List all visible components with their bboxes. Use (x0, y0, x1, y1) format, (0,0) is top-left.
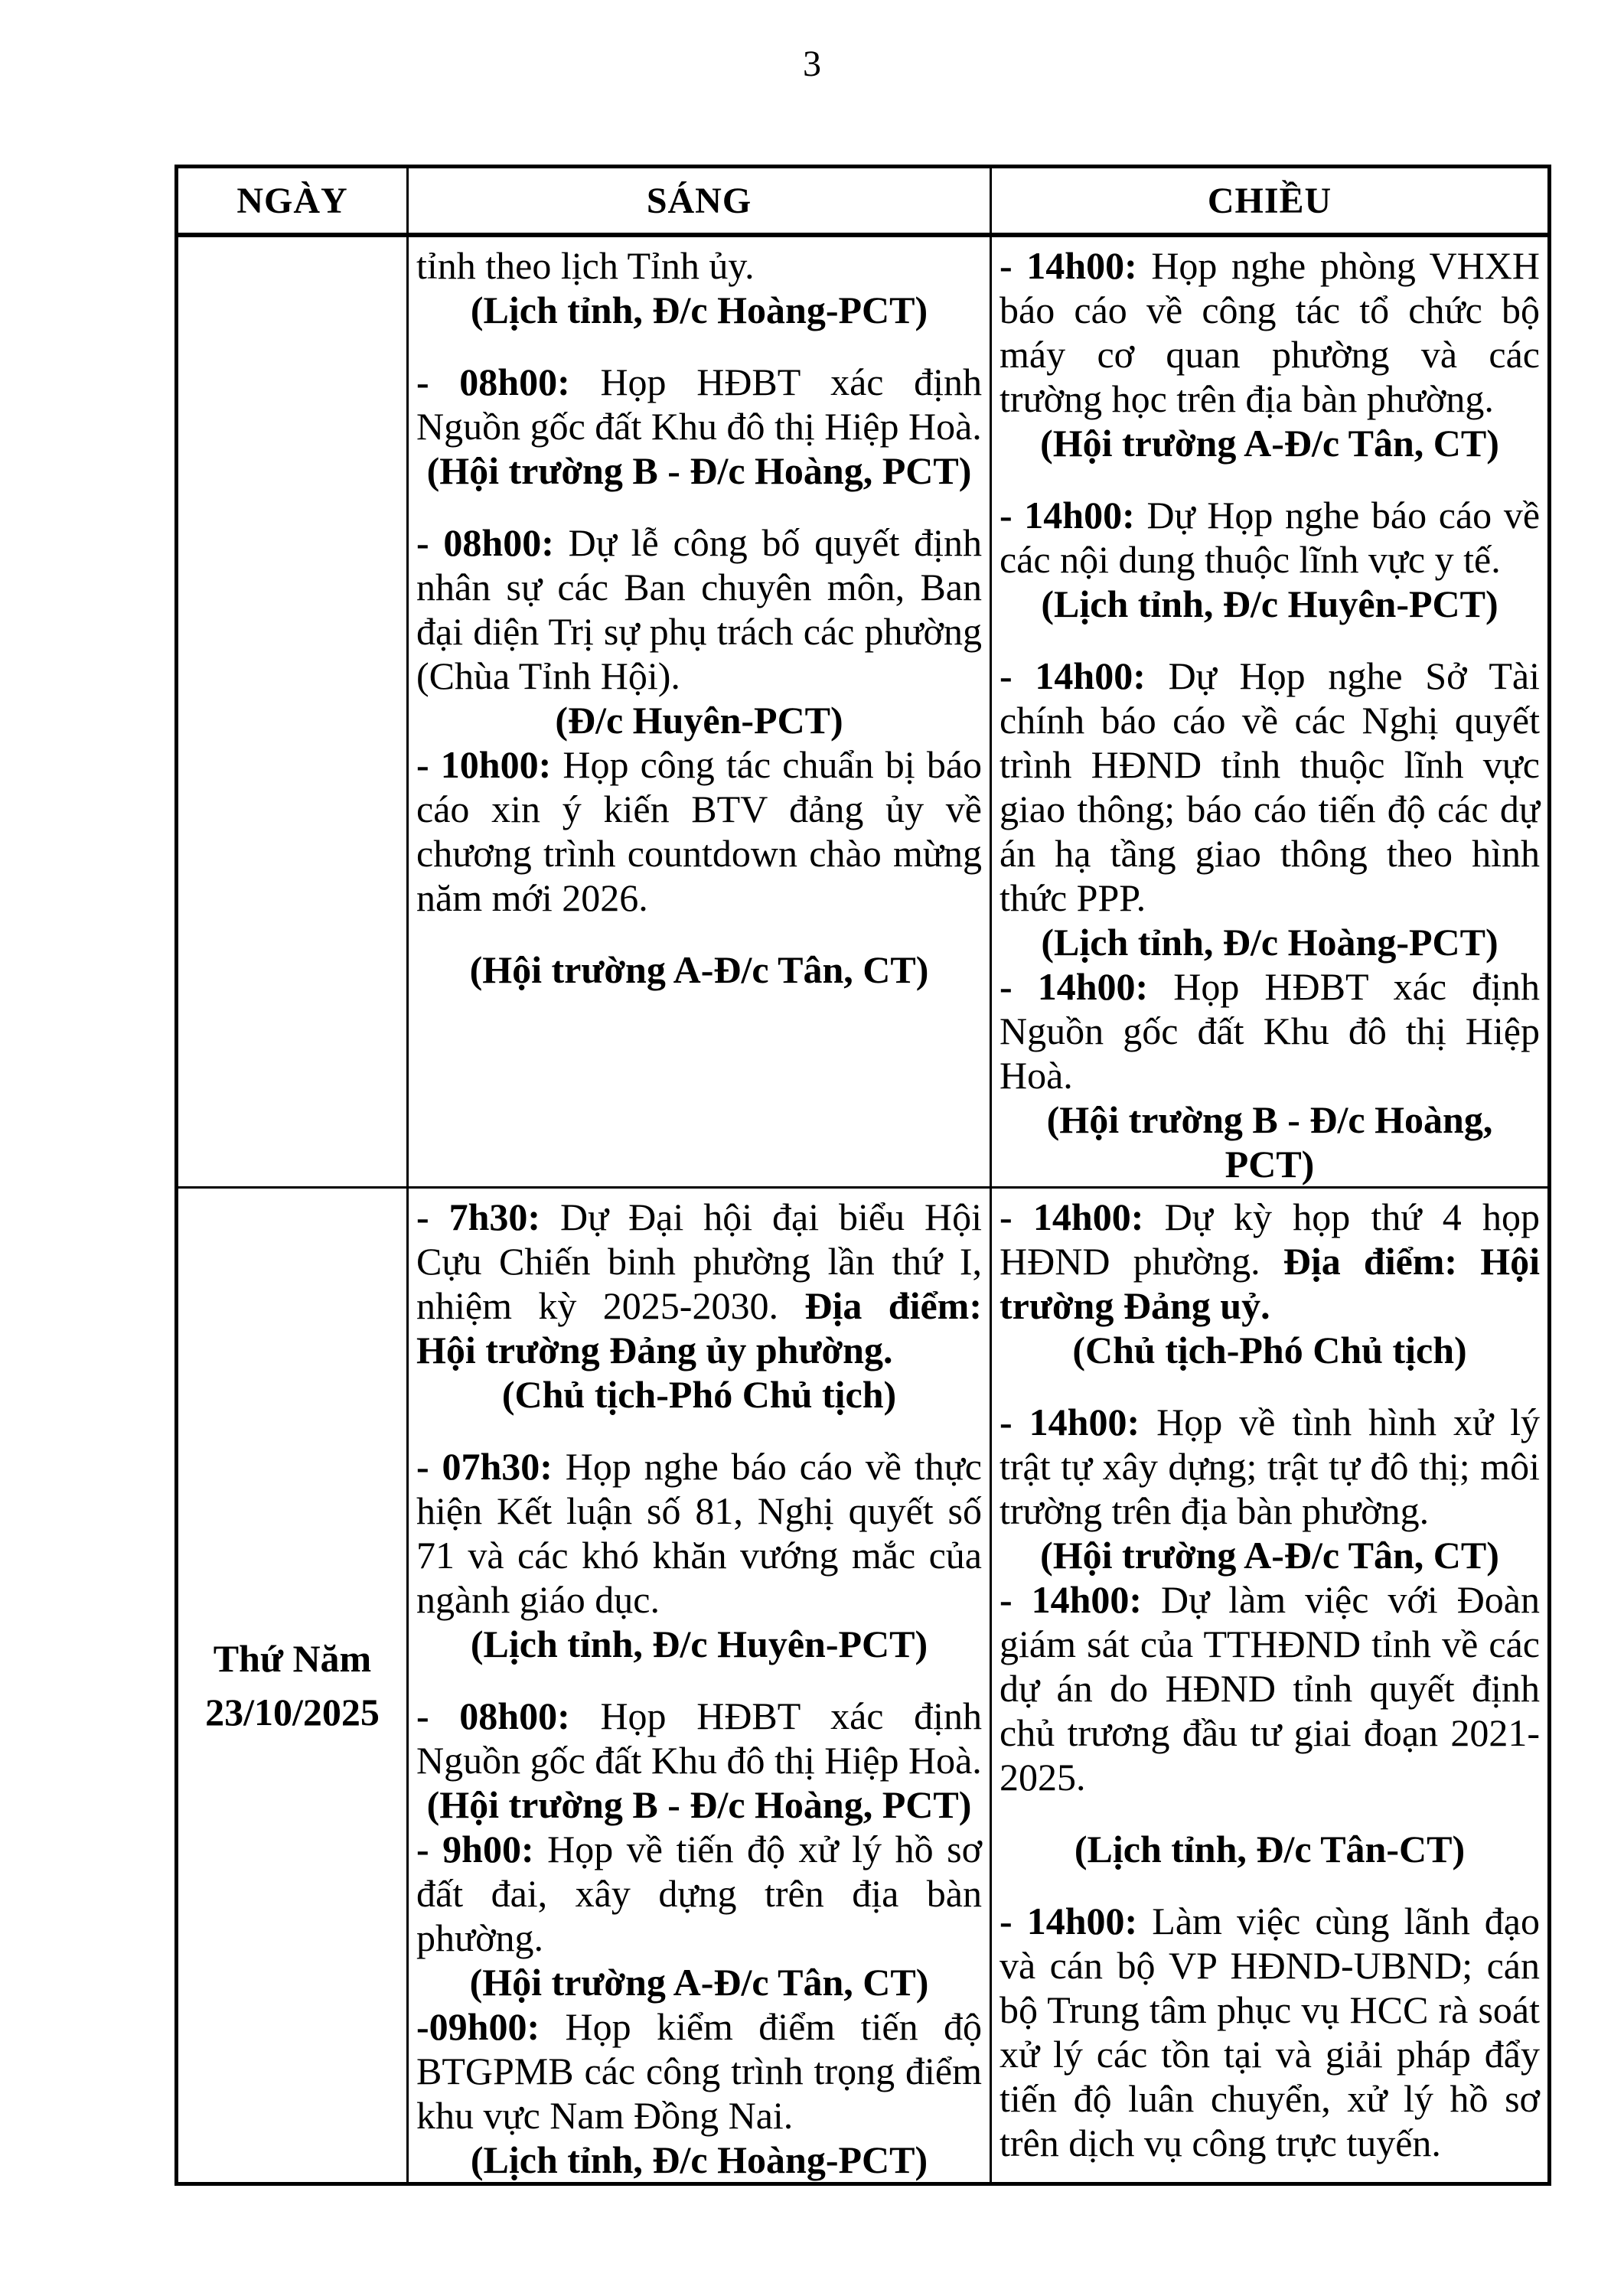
schedule-paragraph (416, 2138, 982, 2182)
schedule-paragraph (1000, 1195, 1540, 1328)
bold-text-run: - 14h00: (1000, 244, 1152, 287)
text-run: Dự kỳ họp thứ 4 họp HĐND phường. (1000, 1195, 1540, 1283)
bold-text-run: - 14h00: (1000, 494, 1147, 536)
text-run: Họp HĐBT xác định Nguồn gốc đất Khu đô thị Hiệp Hoà. (1000, 965, 1541, 1097)
text-run: Họp công tác chuẩn bị báo cáo xin ý kiến BTV đảng ủy về chương trình countdown chào mừng năm mới 2026. (416, 743, 983, 919)
bold-text-run: (Hội trường B - Đ/c Hoàng, PCT) (1046, 1098, 1493, 1186)
bold-text-run: - 14h00: (1000, 654, 1169, 697)
bold-text-run: - 08h00: (416, 521, 569, 564)
text-run: Họp HĐBT xác định Nguồn gốc đất Khu đô thị Hiệp Hoà. (416, 360, 983, 448)
schedule-paragraph (1000, 1577, 1540, 1799)
schedule-paragraph (416, 288, 982, 332)
schedule-paragraph (416, 1195, 982, 1372)
text-run: Dự Đại hội đại biểu Hội Cựu Chiến binh phường lần thứ I, nhiệm kỳ 2025-2030. (416, 1195, 983, 1327)
schedule-paragraph (1000, 920, 1540, 964)
morning-cell (408, 235, 991, 1188)
afternoon-cell (991, 1188, 1550, 2184)
bold-text-run: (Hội trường A-Đ/c Tân, CT) (1040, 422, 1499, 465)
table-row (177, 235, 1550, 1188)
schedule-table (174, 165, 1551, 2186)
schedule-paragraph (1000, 421, 1540, 465)
day-cell (177, 235, 408, 1188)
header-afternoon: CHIỀU (991, 167, 1550, 236)
schedule-paragraph (416, 742, 982, 920)
schedule-paragraph (416, 2004, 982, 2138)
bold-text-run: Địa điểm: Hội trường Đảng ủy phường. (416, 1284, 982, 1371)
bold-text-run: (Lịch tỉnh, Đ/c Hoàng-PCT) (1041, 921, 1498, 964)
schedule-paragraph (416, 1827, 982, 1960)
bold-text-run: - 14h00: (1000, 1900, 1153, 1942)
bold-text-run: (Hội trường A-Đ/c Tân, CT) (1040, 1534, 1499, 1577)
text-run: Họp về tiến độ xử lý hồ sơ đất đai, xây dựng trên địa bàn phường. (416, 1828, 983, 1959)
schedule-paragraph (416, 360, 982, 448)
table-row (177, 1188, 1550, 2184)
date-label: Thứ Năm (213, 1637, 372, 1680)
bold-text-run: (Đ/c Huyên-PCT) (555, 699, 843, 742)
schedule-paragraph (1000, 493, 1540, 582)
bold-text-run: - 14h00: (1000, 1401, 1157, 1443)
bold-text-run: -09h00: (416, 2005, 566, 2048)
schedule-paragraph (1000, 1533, 1540, 1577)
header-day: NGÀY (177, 167, 408, 236)
bold-text-run: (Lịch tỉnh, Đ/c Huyên-PCT) (470, 1623, 928, 1665)
schedule-paragraph (1000, 1899, 1540, 2165)
text-run: Họp kiểm điểm tiến độ BTGPMB các công trình trọng điểm khu vực Nam Đồng Nai. (416, 2005, 982, 2137)
page-number: 3 (803, 44, 821, 84)
bold-text-run: - 14h00: (1000, 965, 1174, 1008)
text-run: Dự Họp nghe Sở Tài chính báo cáo về các Nghị quyết trình HĐND tỉnh thuộc lĩnh vực giao thông; báo cáo tiến độ các dự án hạ tầng giao thông theo hình thức PPP. (1000, 654, 1540, 919)
schedule-paragraph (1000, 1097, 1540, 1186)
text-run: Dự lễ công bố quyết định nhân sự các Ban chuyên môn, Ban đại diện Trị sự phụ trách các phường (Chùa Tỉnh Hội). (416, 521, 983, 697)
bold-text-run: - 7h30: (416, 1195, 560, 1238)
bold-text-run: (Hội trường B - Đ/c Hoàng, PCT) (426, 449, 972, 492)
bold-text-run: - 14h00: (1000, 1578, 1162, 1621)
schedule-paragraph (416, 1622, 982, 1666)
schedule-paragraph (1000, 654, 1540, 920)
schedule-paragraph (416, 1694, 982, 1782)
bold-text-run: - 08h00: (416, 1694, 601, 1737)
bold-text-run: (Lịch tỉnh, Đ/c Tân-CT) (1074, 1828, 1466, 1870)
schedule-paragraph (416, 1782, 982, 1827)
schedule-paragraph (416, 520, 982, 698)
bold-text-run: - 08h00: (416, 360, 601, 403)
schedule-paragraph (416, 243, 982, 288)
bold-text-run: Địa điểm: Hội trường Đảng uỷ. (1000, 1240, 1540, 1327)
text-run: Làm việc cùng lãnh đạo và cán bộ VP HĐND-UBND; cán bộ Trung tâm phục vụ HCC rà soát xử lý các tồn tại và giải pháp đẩy tiến độ luân chuyển, xử lý hồ sơ trên dịch vụ công trực tuyến. (1000, 1900, 1540, 2164)
schedule-paragraph (416, 947, 982, 992)
bold-text-run: (Hội trường B - Đ/c Hoàng, PCT) (426, 1783, 972, 1826)
bold-text-run: (Lịch tỉnh, Đ/c Hoàng-PCT) (470, 2138, 928, 2181)
schedule-paragraph (416, 448, 982, 493)
morning-cell (408, 1188, 991, 2184)
afternoon-cell (991, 235, 1550, 1188)
bold-text-run: (Lịch tỉnh, Đ/c Hoàng-PCT) (470, 289, 928, 331)
schedule-paragraph (416, 1372, 982, 1417)
text-run: Họp nghe báo cáo về thực hiện Kết luận số 81, Nghị quyết số 71 và các khó khăn vướng mắc của ngành giáo dục. (416, 1445, 982, 1621)
text-run: Họp về tình hình xử lý trật tự xây dựng; trật tự đô thị; môi trường trên địa bàn phường. (1000, 1401, 1541, 1532)
bold-text-run: - 14h00: (1000, 1195, 1165, 1238)
text-run: tỉnh theo lịch Tỉnh ủy. (416, 244, 755, 287)
header-row (177, 167, 1550, 236)
text-run: Dự làm việc với Đoàn giám sát của TTHĐND tỉnh về các dự án do HĐND tỉnh quyết định chủ trương đầu tư giai đoạn 2021-2025. (1000, 1578, 1541, 1799)
bold-text-run: (Hội trường A-Đ/c Tân, CT) (469, 948, 929, 991)
schedule-paragraph (1000, 964, 1540, 1097)
schedule-paragraph (416, 1960, 982, 2004)
date-label: 23/10/2025 (205, 1691, 380, 1733)
bold-text-run: (Lịch tỉnh, Đ/c Huyên-PCT) (1041, 582, 1498, 625)
schedule-paragraph (1000, 582, 1540, 626)
schedule-paragraph (1000, 243, 1540, 421)
bold-text-run: (Chủ tịch-Phó Chủ tịch) (501, 1373, 897, 1416)
schedule-paragraph (1000, 1328, 1540, 1372)
text-run: Họp HĐBT xác định Nguồn gốc đất Khu đô thị Hiệp Hoà. (416, 1694, 983, 1782)
schedule-paragraph (416, 1444, 982, 1622)
bold-text-run: - 07h30: (416, 1445, 566, 1488)
text-run: Họp nghe phòng VHXH báo cáo về công tác tổ chức bộ máy cơ quan phường và các trường học trên địa bàn phường. (1000, 244, 1540, 420)
bold-text-run: - 10h00: (416, 743, 563, 786)
schedule-paragraph (416, 698, 982, 742)
bold-text-run: (Chủ tịch-Phó Chủ tịch) (1072, 1329, 1467, 1371)
schedule-paragraph (1000, 1400, 1540, 1533)
text-run: Dự Họp nghe báo cáo về các nội dung thuộc lĩnh vực y tế. (1000, 494, 1541, 581)
header-morning: SÁNG (408, 167, 991, 236)
schedule-paragraph (1000, 1827, 1540, 1871)
day-cell (177, 1188, 408, 2184)
bold-text-run: (Hội trường A-Đ/c Tân, CT) (469, 1961, 929, 2004)
bold-text-run: - 9h00: (416, 1828, 548, 1870)
